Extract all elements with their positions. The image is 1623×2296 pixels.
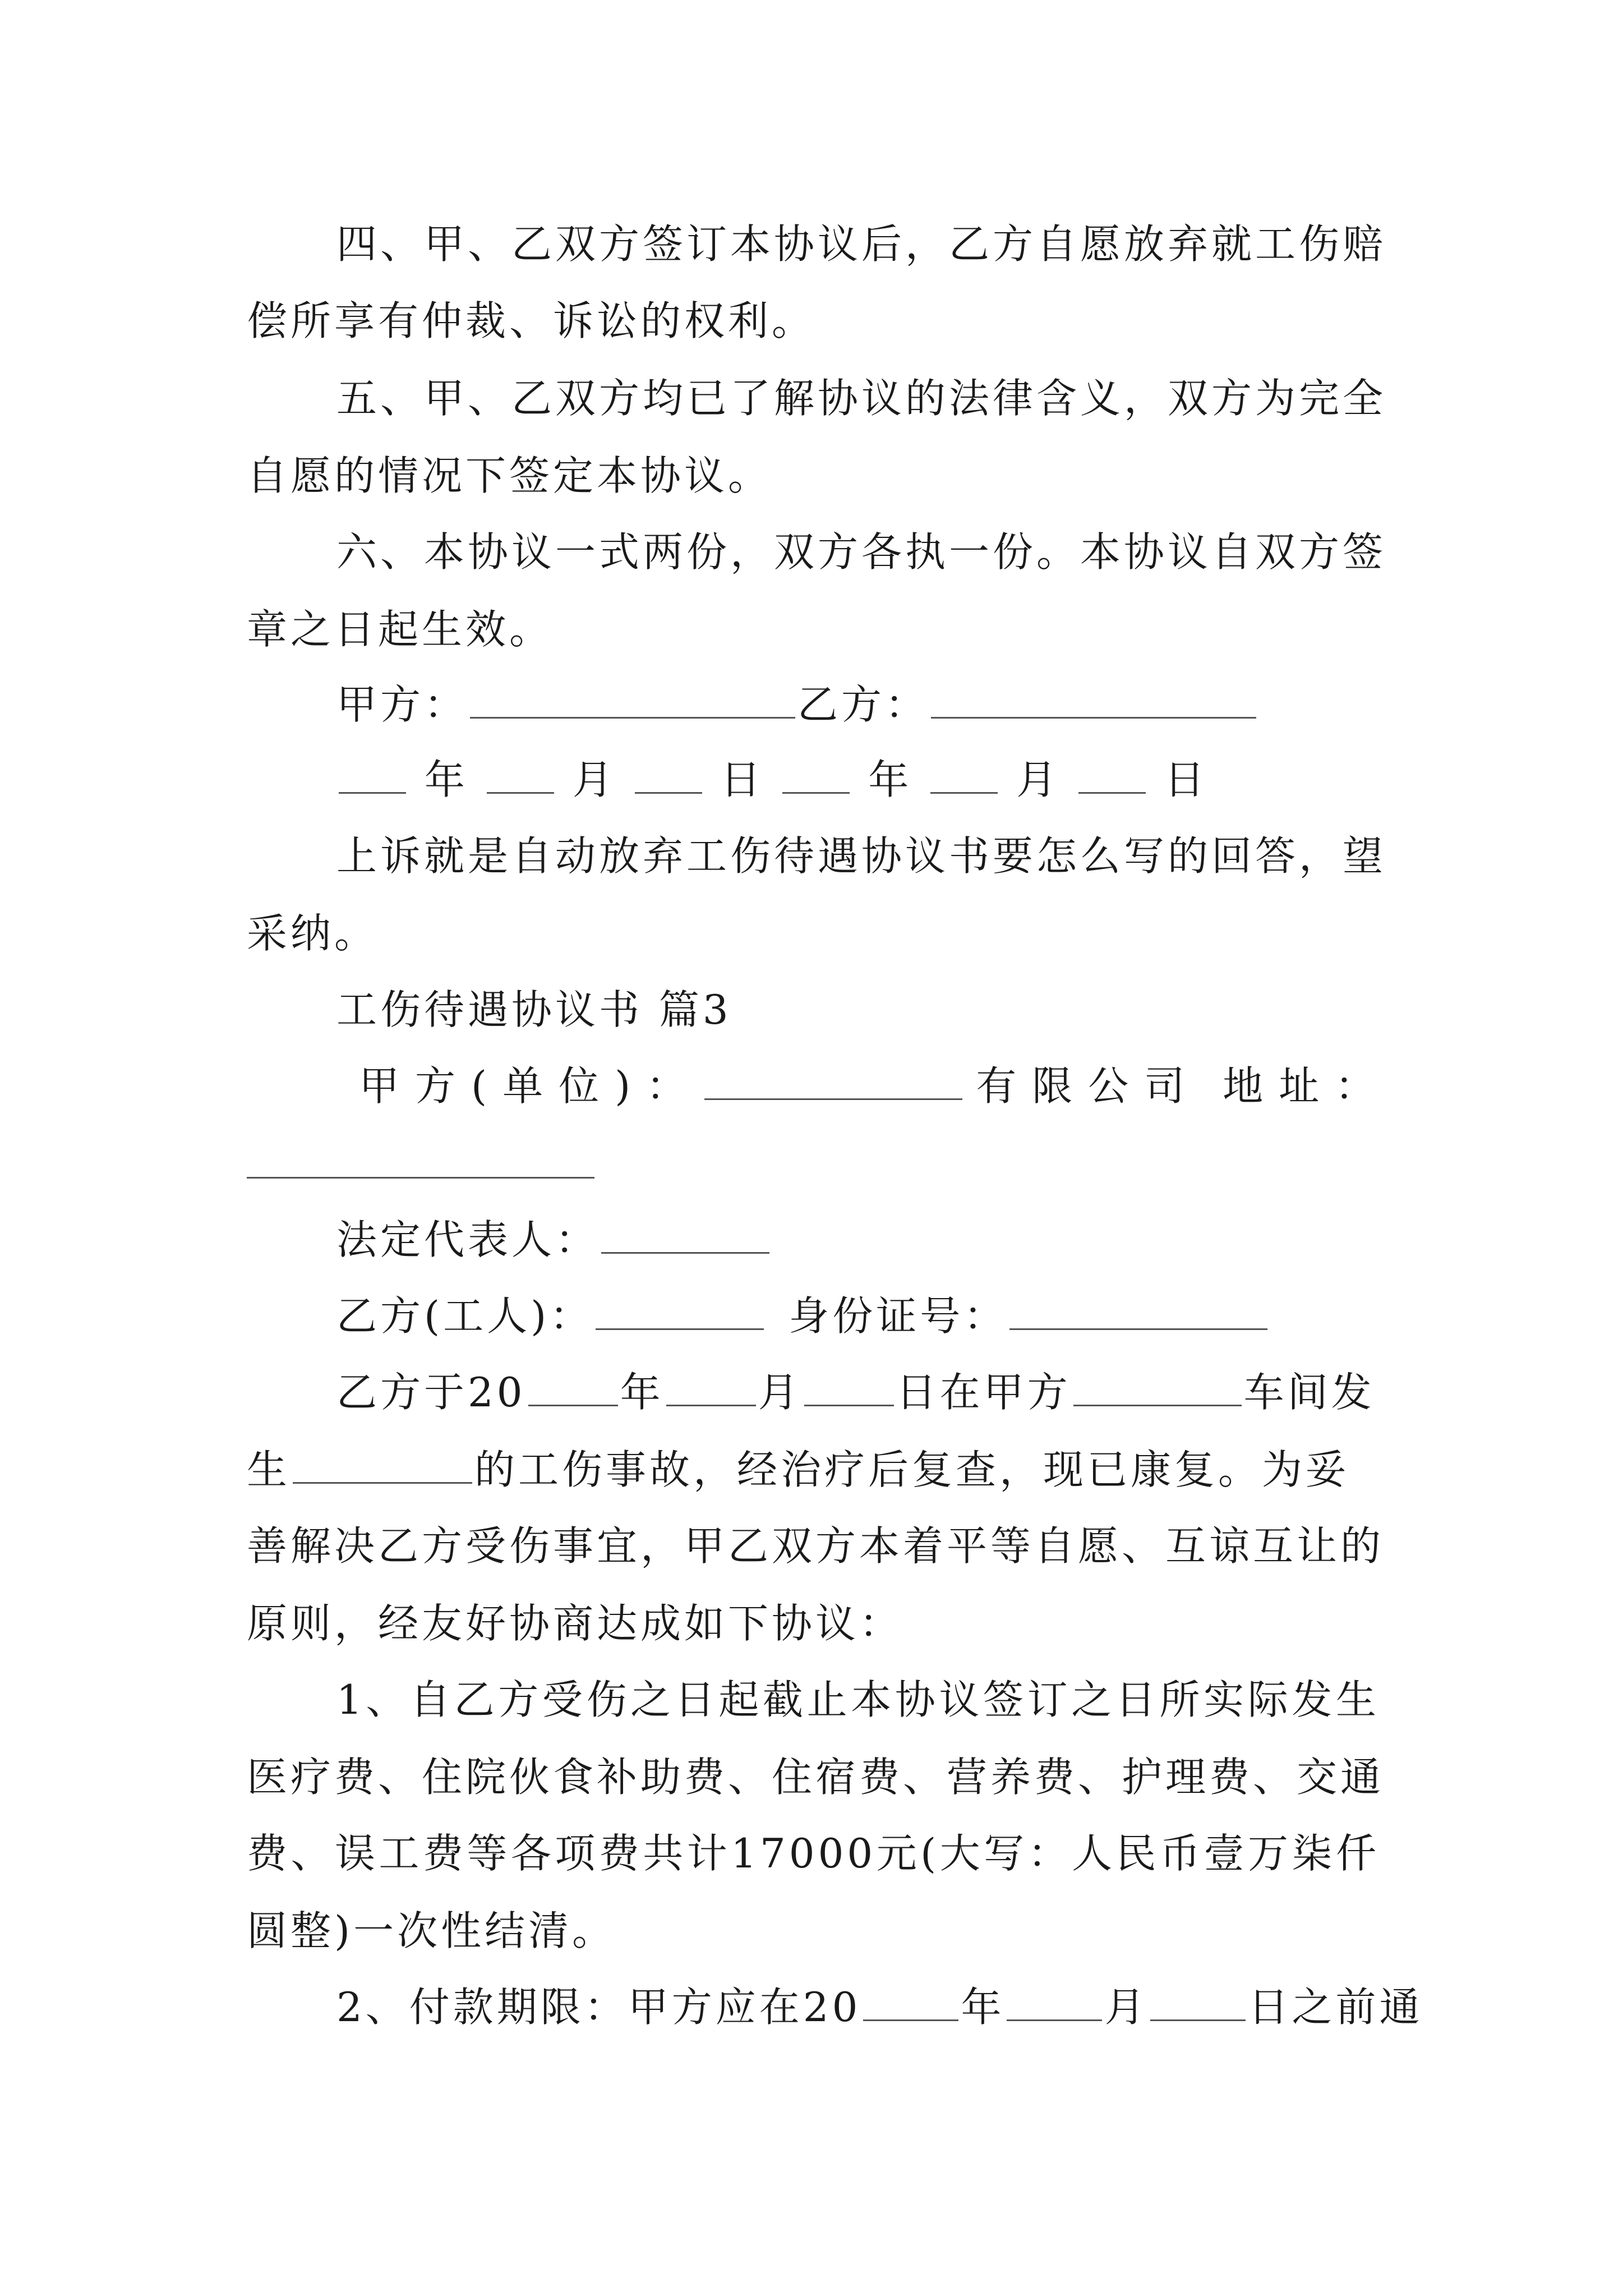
accident-line-3: 善解决乙方受伤事宜，甲乙双方本着平等自愿、互谅互让的 bbox=[247, 1522, 1385, 1570]
date-blank bbox=[487, 756, 554, 794]
date-blank bbox=[666, 1368, 756, 1406]
year-label: 年 bbox=[424, 756, 468, 803]
legal-rep-line bbox=[336, 1212, 1380, 1268]
party-b-signature-blank bbox=[931, 680, 1256, 719]
company-name-blank bbox=[704, 1062, 962, 1100]
workshop-blank bbox=[1073, 1368, 1242, 1406]
date-blank bbox=[782, 756, 850, 794]
month-label: 月 bbox=[1016, 756, 1061, 803]
company-suffix: 有限公司 bbox=[976, 1062, 1201, 1110]
accident-prefix: 乙方于20 bbox=[336, 1369, 526, 1416]
item-one-line-1: 1、自乙方受伤之日起截止本协议签订之日所实际发生 bbox=[336, 1676, 1380, 1723]
year-label: 年 bbox=[961, 1984, 1005, 2031]
item-one-line-4: 圆整)一次性结清。 bbox=[247, 1907, 616, 1954]
clause-four-line-2: 偿所享有仲裁、诉讼的权利。 bbox=[247, 297, 816, 344]
day-label: 日 bbox=[720, 756, 764, 803]
signature-date-line bbox=[336, 752, 1380, 808]
date-blank bbox=[635, 756, 702, 794]
party-b-info-line bbox=[336, 1288, 1380, 1344]
signature-parties-line bbox=[336, 677, 1380, 733]
worker-name-blank bbox=[596, 1292, 764, 1330]
payment-prefix: 2、付款期限：甲方应在20 bbox=[336, 1984, 861, 2031]
date-blank bbox=[339, 756, 406, 794]
date-blank bbox=[528, 1368, 618, 1406]
clause-six-line-2: 章之日起生效。 bbox=[247, 606, 554, 653]
clause-five-line-1: 五、甲、乙双方均已了解协议的法律含义，双方为完全 bbox=[336, 375, 1387, 422]
date-blank bbox=[804, 1368, 894, 1406]
date-blank bbox=[1150, 1983, 1246, 2021]
accident-text-end: 的工伤事故，经治疗后复查，现已康复。为妥 bbox=[474, 1446, 1350, 1493]
accident-text-start: 生 bbox=[247, 1446, 291, 1493]
month-label: 月 bbox=[758, 1369, 802, 1416]
payment-suffix: 日之前通 bbox=[1248, 1984, 1423, 2031]
party-b-label: 乙方(工人)： bbox=[336, 1292, 594, 1340]
year-label: 年 bbox=[620, 1369, 664, 1416]
address-label: 地址： bbox=[1223, 1062, 1391, 1110]
date-blank bbox=[863, 1983, 958, 2021]
day-label: 日 bbox=[1164, 756, 1208, 803]
date-blank bbox=[1078, 756, 1146, 794]
item-two-line-1 bbox=[336, 1979, 1423, 2035]
accident-line-4: 原则，经友好协商达成如下协议： bbox=[247, 1600, 903, 1647]
date-blank bbox=[1007, 1983, 1102, 2021]
party-a-signature-label: 甲方： bbox=[336, 681, 468, 728]
address-blank bbox=[247, 1140, 594, 1179]
accident-line-2 bbox=[247, 1442, 1380, 1498]
clause-five-line-2: 自愿的情况下签定本协议。 bbox=[247, 452, 772, 499]
party-a-info-line bbox=[359, 1058, 1391, 1114]
clause-four-line-1: 四、甲、乙双方签订本协议后，乙方自愿放弃就工伤赔 bbox=[336, 220, 1387, 268]
section-heading: 工伤待遇协议书 篇3 bbox=[336, 986, 732, 1033]
party-a-label: 甲方(单位)： bbox=[359, 1062, 703, 1110]
item-one-line-3: 费、误工费等各项费共计17000元(大写：人民币壹万柒仟 bbox=[247, 1830, 1380, 1877]
year-label: 年 bbox=[868, 756, 912, 803]
day-place-label: 日在甲方 bbox=[896, 1369, 1071, 1416]
legal-rep-label: 法定代表人： bbox=[336, 1216, 600, 1263]
month-label: 月 bbox=[572, 756, 616, 803]
id-number-blank bbox=[1009, 1292, 1267, 1330]
address-continuation-line bbox=[247, 1137, 1380, 1193]
legal-rep-blank bbox=[601, 1216, 769, 1254]
month-label: 月 bbox=[1104, 1984, 1149, 2031]
clause-six-line-1: 六、本协议一式两份，双方各执一份。本协议自双方签 bbox=[336, 528, 1387, 576]
item-one-line-2: 医疗费、住院伙食补助费、住宿费、营养费、护理费、交通 bbox=[247, 1754, 1385, 1801]
date-blank bbox=[930, 756, 998, 794]
closing-remark-line-2: 采纳。 bbox=[247, 910, 379, 957]
workshop-label: 车间发 bbox=[1243, 1369, 1375, 1416]
accident-type-blank bbox=[293, 1446, 472, 1484]
party-a-signature-blank bbox=[470, 680, 795, 719]
accident-date-line bbox=[336, 1364, 1380, 1420]
closing-remark-line-1: 上诉就是自动放弃工伤待遇协议书要怎么写的回答，望 bbox=[336, 832, 1387, 880]
party-b-signature-label: 乙方： bbox=[797, 681, 929, 728]
id-number-label: 身份证号： bbox=[789, 1292, 1008, 1340]
